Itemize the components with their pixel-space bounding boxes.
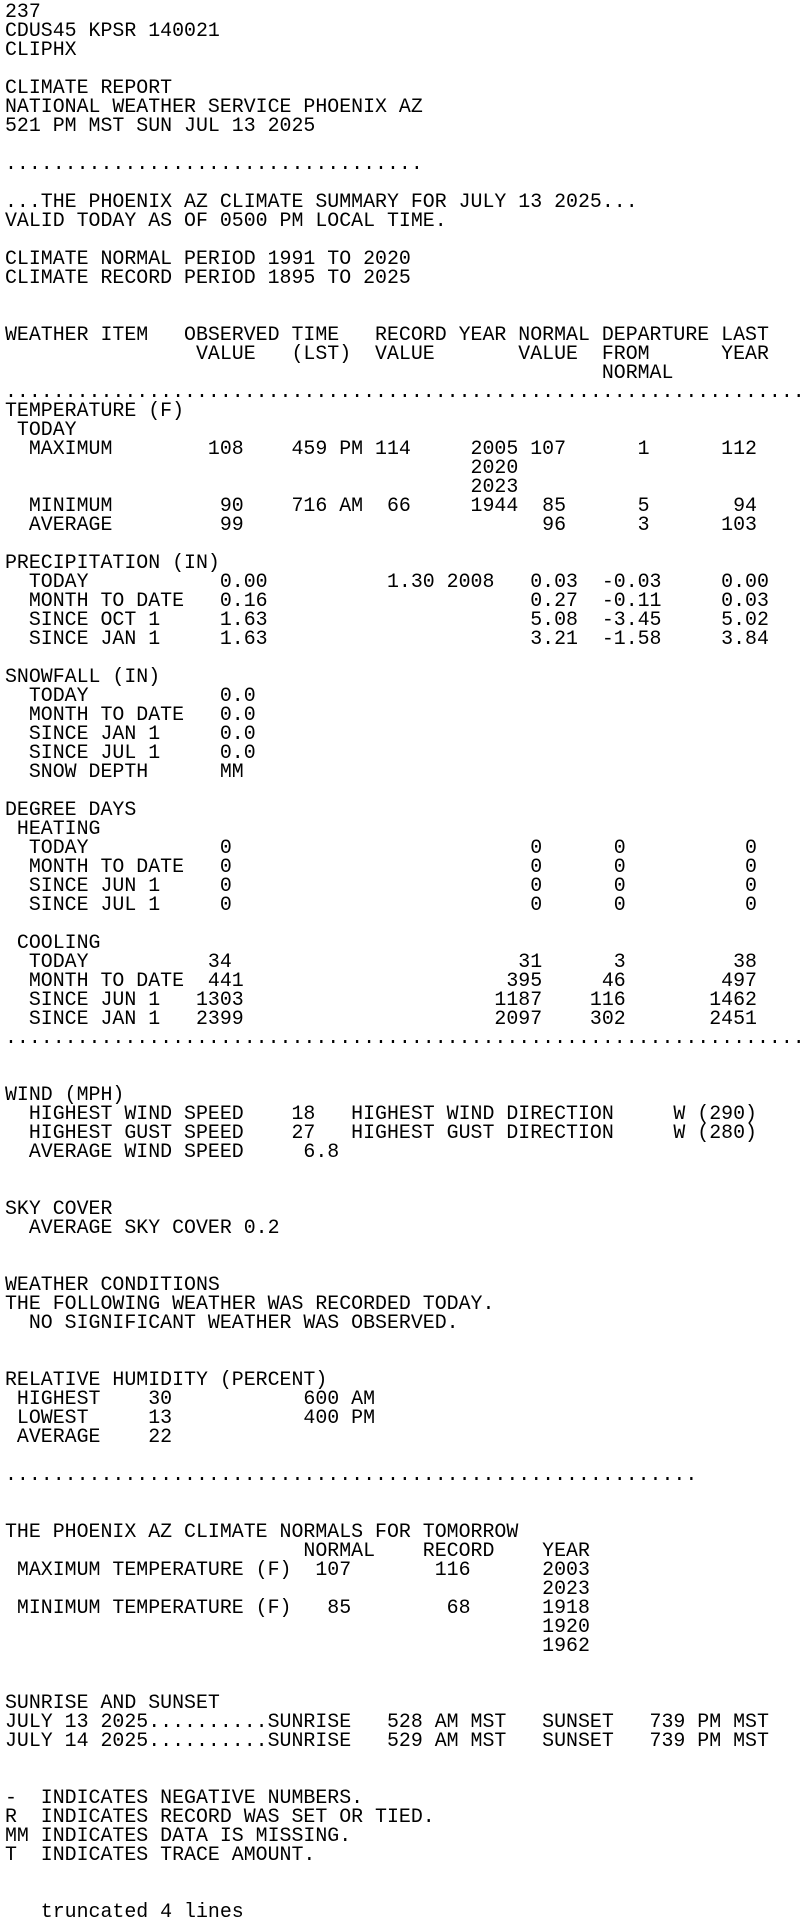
report-line: NATIONAL WEATHER SERVICE PHOENIX AZ xyxy=(5,95,423,118)
report-line: SKY COVER xyxy=(5,1197,113,1220)
report-line: SNOWFALL (IN) xyxy=(5,665,161,688)
report-line: MM INDICATES DATA IS MISSING. xyxy=(5,1824,352,1847)
report-line: MINIMUM 90 716 AM 66 1944 85 5 94 xyxy=(5,494,757,517)
report-line: WEATHER ITEM OBSERVED TIME RECORD YEAR NORMAL DEPARTURE LAST xyxy=(5,323,769,346)
report-line: HIGHEST WIND SPEED 18 HIGHEST WIND DIRECTION W (290) xyxy=(5,1102,757,1125)
report-line: TEMPERATURE (F) xyxy=(5,399,185,422)
report-line: VALUE (LST) VALUE VALUE FROM YEAR xyxy=(5,342,769,365)
report-line: TODAY xyxy=(5,418,77,441)
report-line: CLIMATE REPORT xyxy=(5,76,173,99)
report-line: 1920 xyxy=(5,1615,590,1638)
report-line: MINIMUM TEMPERATURE (F) 85 68 1918 xyxy=(5,1596,590,1619)
report-line: TODAY 0.00 1.30 2008 0.03 -0.03 0.00 xyxy=(5,570,769,593)
report-line: SINCE JUN 1 1303 1187 116 1462 xyxy=(5,988,757,1011)
report-line: 237 xyxy=(5,0,41,23)
report-line: 1962 xyxy=(5,1634,590,1657)
report-line: NORMAL xyxy=(5,361,674,384)
report-line: DEGREE DAYS xyxy=(5,798,137,821)
report-line: PRECIPITATION (IN) xyxy=(5,551,220,574)
report-line: MAXIMUM 108 459 PM 114 2005 107 1 112 xyxy=(5,437,757,460)
report-line: RELATIVE HUMIDITY (PERCENT) xyxy=(5,1368,328,1391)
report-line: TODAY 34 31 3 38 xyxy=(5,950,757,973)
report-line: AVERAGE SKY COVER 0.2 xyxy=(5,1216,280,1239)
report-line: AVERAGE 22 xyxy=(5,1425,173,1448)
report-line: SNOW DEPTH MM xyxy=(5,760,244,783)
report-line: MAXIMUM TEMPERATURE (F) 107 116 2003 xyxy=(5,1558,590,1581)
report-line: HEATING xyxy=(5,817,101,840)
report-line: THE FOLLOWING WEATHER WAS RECORDED TODAY. xyxy=(5,1292,495,1315)
report-line xyxy=(5,1237,810,1256)
report-line: SUNRISE AND SUNSET xyxy=(5,1691,220,1714)
report-line: 2023 xyxy=(5,1577,590,1600)
report-line: - INDICATES NEGATIVE NUMBERS. xyxy=(5,1786,364,1809)
report-line: MONTH TO DATE 0 0 0 0 xyxy=(5,855,757,878)
report-line xyxy=(5,914,810,933)
report-line: NORMAL RECORD YEAR xyxy=(5,1539,590,1562)
report-line: CLIMATE RECORD PERIOD 1895 TO 2025 xyxy=(5,266,411,289)
report-line: 2023 xyxy=(5,475,519,498)
report-line: LOWEST 13 400 PM xyxy=(5,1406,376,1429)
report-line: SINCE OCT 1 1.63 5.08 -3.45 5.02 xyxy=(5,608,769,631)
report-line: JULY 14 2025..........SUNRISE 529 AM MST SUNSET 739 PM MST xyxy=(5,1729,769,1752)
report-line xyxy=(5,1484,810,1503)
report-line: CLIPHX xyxy=(5,38,77,61)
report-line: SINCE JAN 1 1.63 3.21 -1.58 3.84 xyxy=(5,627,769,650)
report-line: .......................................................... xyxy=(5,1463,698,1486)
report-line: WEATHER CONDITIONS xyxy=(5,1273,220,1296)
report-line: 2020 xyxy=(5,456,519,479)
report-line xyxy=(5,287,810,306)
report-line: ................................................................... xyxy=(5,380,805,403)
report-line xyxy=(5,1750,810,1769)
report-line: truncated 4 lines xyxy=(5,1900,244,1923)
report-line: ................................................................... xyxy=(5,1026,805,1049)
report-line: WIND (MPH) xyxy=(5,1083,125,1106)
report-line: R INDICATES RECORD WAS SET OR TIED. xyxy=(5,1805,435,1828)
report-line: SINCE JUN 1 0 0 0 0 xyxy=(5,874,757,897)
report-line: NO SIGNIFICANT WEATHER WAS OBSERVED. xyxy=(5,1311,459,1334)
report-line: JULY 13 2025..........SUNRISE 528 AM MST SUNSET 739 PM MST xyxy=(5,1710,769,1733)
report-line: MONTH TO DATE 441 395 46 497 xyxy=(5,969,757,992)
report-line xyxy=(5,1332,810,1351)
report-line xyxy=(5,1066,810,1085)
report-line: ................................... xyxy=(5,152,423,175)
report-line: VALID TODAY AS OF 0500 PM LOCAL TIME. xyxy=(5,209,447,232)
report-line: CLIMATE NORMAL PERIOD 1991 TO 2020 xyxy=(5,247,411,270)
report-line: HIGHEST GUST SPEED 27 HIGHEST GUST DIRECTION W (280) xyxy=(5,1121,757,1144)
report-line xyxy=(5,1161,810,1180)
report-line xyxy=(5,1047,810,1066)
report-line: T INDICATES TRACE AMOUNT. xyxy=(5,1843,316,1866)
report-line: COOLING xyxy=(5,931,101,954)
report-line: AVERAGE WIND SPEED 6.8 xyxy=(5,1140,340,1163)
report-line: SINCE JUL 1 0 0 0 0 xyxy=(5,893,757,916)
report-line: MONTH TO DATE 0.0 xyxy=(5,703,256,726)
report-line: SINCE JAN 1 2399 2097 302 2451 xyxy=(5,1007,757,1030)
report-line: ...THE PHOENIX AZ CLIMATE SUMMARY FOR JULY 13 2025... xyxy=(5,190,638,213)
report-line: 521 PM MST SUN JUL 13 2025 xyxy=(5,114,316,137)
report-line xyxy=(5,1655,810,1674)
report-line: CDUS45 KPSR 140021 xyxy=(5,19,220,42)
report-line: SINCE JAN 1 0.0 xyxy=(5,722,256,745)
report-line: TODAY 0.0 xyxy=(5,684,256,707)
report-line: AVERAGE 99 96 3 103 xyxy=(5,513,757,536)
report-line: TODAY 0 0 0 0 xyxy=(5,836,757,859)
report-line xyxy=(5,1864,810,1883)
report-line xyxy=(5,1180,810,1199)
report-line: HIGHEST 30 600 AM xyxy=(5,1387,376,1410)
report-line: THE PHOENIX AZ CLIMATE NORMALS FOR TOMORROW xyxy=(5,1520,519,1543)
report-line: SINCE JUL 1 0.0 xyxy=(5,741,256,764)
report-line: MONTH TO DATE 0.16 0.27 -0.11 0.03 xyxy=(5,589,769,612)
